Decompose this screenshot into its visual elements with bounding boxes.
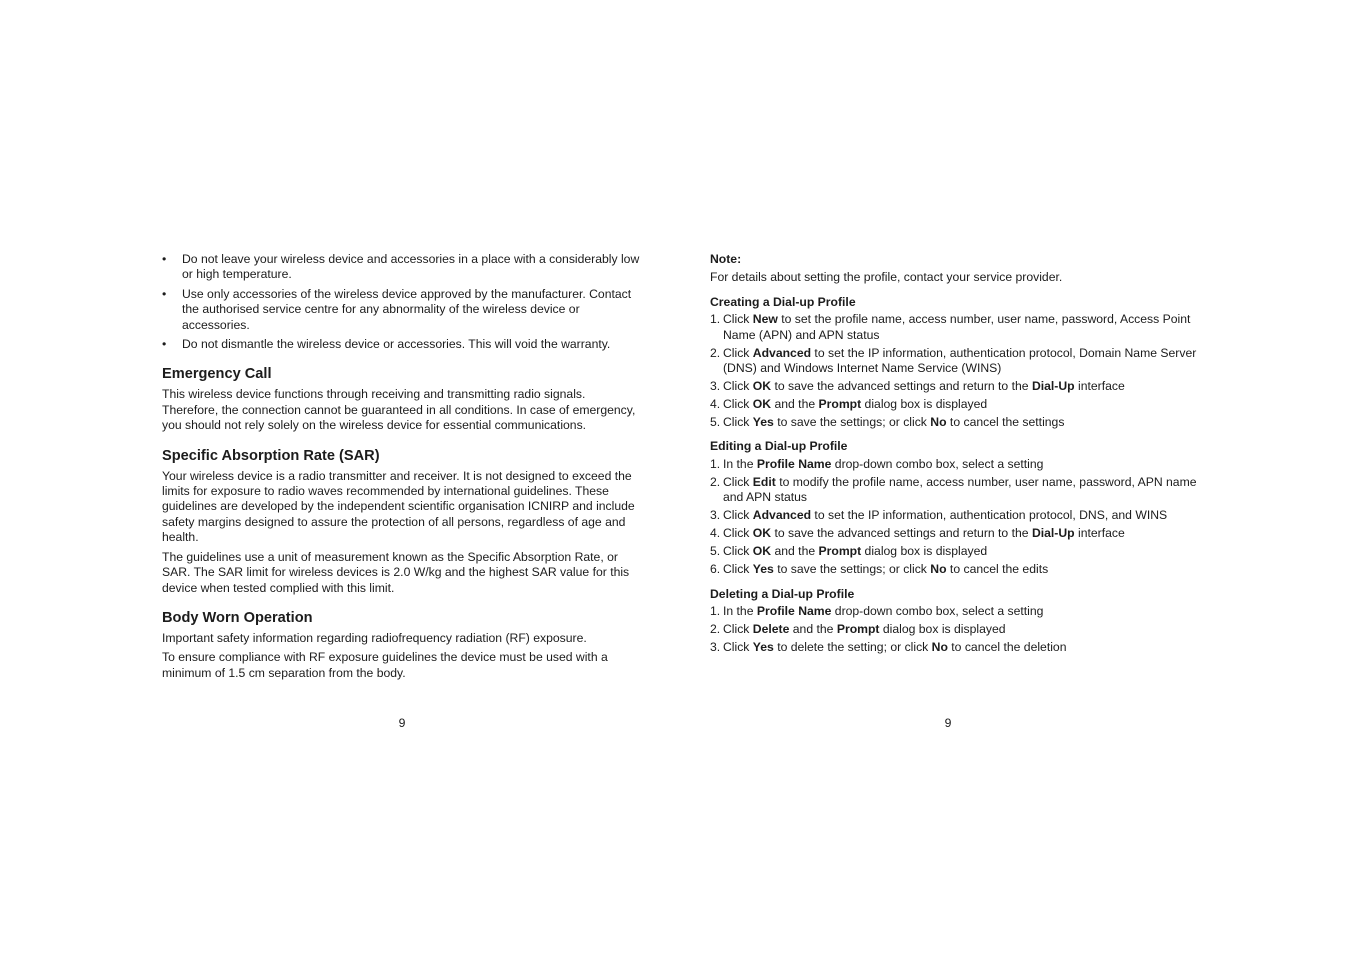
step-text	[723, 544, 987, 558]
text-run: to save the settings; or click	[773, 562, 931, 577]
safety-bullet-list	[162, 252, 642, 352]
ui-term: Yes	[752, 415, 774, 430]
step-number: 2.	[710, 474, 721, 489]
section-paragraph: To ensure compliance with RF exposure guidelines the device must be used with a minimum of 1.5 cm separation from the body.	[162, 650, 608, 680]
ui-term: OK	[752, 379, 772, 394]
step-text	[723, 604, 1043, 618]
text-run: to set the IP information, authentication protocol, DNS, and WINS	[811, 508, 1168, 523]
text-run: interface	[1074, 526, 1125, 541]
bullet-text	[182, 287, 631, 332]
section-paragraph: The guidelines use a unit of measurement known as the Specific Absorption Rate, or SAR. The SAR limit for wireless devices is 2.0 W/kg and the highest SAR value for this device when tested complied with this limit.	[162, 549, 630, 595]
section-paragraph: Important safety information regarding radiofrequency radiation (RF) exposure.	[162, 630, 587, 645]
ui-term: Advanced	[752, 508, 812, 523]
text-run: Click	[723, 508, 753, 523]
ui-term: Delete	[752, 622, 790, 637]
text-run: Click	[723, 415, 753, 430]
text-run: Click	[723, 526, 753, 541]
text-run: Use only accessories of the wireless device approved by the manufacturer. Contact the authorised service centre for any abnormality of the wireless device or accessories.	[182, 286, 632, 332]
ui-term: No	[931, 640, 948, 655]
step-number: 1.	[710, 456, 721, 471]
step-number: 1.	[710, 312, 721, 327]
procedure-step	[710, 526, 1200, 541]
text-run: and the	[789, 622, 837, 637]
right-sections	[710, 295, 1200, 656]
text-run: to delete the setting; or click	[773, 640, 932, 655]
ui-term: OK	[752, 544, 772, 559]
section-heading: Body Worn Operation	[162, 609, 313, 626]
text-run: dialog box is displayed	[879, 622, 1006, 637]
left-page	[162, 252, 642, 685]
procedure-step	[710, 346, 1200, 377]
section-paragraph: Your wireless device is a radio transmitter and receiver. It is not designed to exceed the limits for exposure to radio waves recommended by international guidelines. These guidelines are developed by the independent scientific organisation ICNIRP and include safety margins designed to assure the protection of all persons, regardless of age and health.	[162, 468, 635, 545]
text-run: drop-down combo box, select a setting	[831, 456, 1044, 471]
section-heading: Specific Absorption Rate (SAR)	[162, 447, 380, 464]
left-sections	[162, 365, 642, 681]
step-number: 1.	[710, 604, 721, 619]
ui-term: Prompt	[836, 622, 880, 637]
ui-term: Prompt	[818, 544, 862, 559]
text-run: Click	[723, 312, 753, 327]
step-text	[723, 415, 1064, 429]
step-text	[723, 312, 1190, 341]
ui-term: New	[752, 312, 778, 327]
ui-term: Profile Name	[756, 604, 832, 619]
text-run: In the	[723, 456, 757, 471]
text-run: drop-down combo box, select a setting	[831, 604, 1044, 619]
text-run: dialog box is displayed	[861, 397, 988, 412]
step-text	[723, 379, 1125, 393]
bullet-text	[182, 252, 639, 281]
bullet-dot-icon: •	[162, 286, 167, 301]
ui-term: Dial-Up	[1031, 526, 1075, 541]
bullet-item	[162, 252, 642, 283]
right-page	[710, 252, 1200, 658]
text-run: and the	[771, 397, 819, 412]
procedure-step	[710, 312, 1200, 343]
procedure-step	[710, 562, 1200, 577]
procedure-steps	[710, 604, 1200, 655]
procedure-heading: Deleting a Dial-up Profile	[710, 586, 855, 601]
step-text	[723, 562, 1048, 576]
text-run: dialog box is displayed	[861, 544, 988, 559]
step-text	[723, 475, 1197, 504]
left-page-number: 9	[398, 716, 406, 730]
procedure-step	[710, 415, 1200, 430]
right-page-number: 9	[944, 716, 952, 730]
text-run: to cancel the deletion	[947, 640, 1067, 655]
procedure-step	[710, 544, 1200, 559]
note-title: Note:	[710, 252, 742, 266]
text-run: Click	[723, 622, 753, 637]
bullet-text	[182, 337, 610, 351]
text-run: to save the advanced settings and return to the	[771, 379, 1032, 394]
bullet-dot-icon: •	[162, 337, 167, 352]
text-run: Click	[723, 379, 753, 394]
text-run: Do not dismantle the wireless device or accessories. This will void the warranty.	[182, 337, 611, 352]
procedure-step	[710, 397, 1200, 412]
procedure-step	[710, 640, 1200, 655]
text-run: to set the profile name, access number, user name, password, Access Point Name (APN) and APN status	[723, 312, 1191, 342]
ui-term: No	[930, 562, 947, 577]
ui-term: Edit	[752, 474, 776, 489]
procedure-heading: Editing a Dial-up Profile	[710, 439, 848, 454]
text-run: and the	[771, 544, 819, 559]
note-text: For details about setting the profile, contact your service provider.	[710, 270, 1063, 285]
step-text	[723, 457, 1043, 471]
text-run: to cancel the edits	[946, 562, 1049, 577]
bullet-item	[162, 337, 642, 352]
step-number: 3.	[710, 508, 721, 523]
section-paragraph: This wireless device functions through receiving and transmitting radio signals. Therefore, the connection cannot be guaranteed in all conditions. In case of emergency, you should not rely solely on the wireless device for essential communications.	[162, 387, 636, 433]
step-text	[723, 508, 1167, 522]
step-text	[723, 397, 987, 411]
section-heading: Emergency Call	[162, 366, 272, 383]
step-text	[723, 526, 1125, 540]
step-text	[723, 346, 1196, 375]
step-number: 3.	[710, 379, 721, 394]
text-run: Click	[723, 345, 753, 360]
text-run: to set the IP information, authentication protocol, Domain Name Server (DNS) and Windows Internet Name Service (WINS)	[723, 345, 1197, 376]
step-number: 5.	[710, 544, 721, 559]
procedure-steps	[710, 312, 1200, 430]
procedure-steps	[710, 457, 1200, 578]
procedure-heading: Creating a Dial-up Profile	[710, 294, 856, 309]
text-run: interface	[1074, 379, 1125, 394]
text-run: to modify the profile name, access number, user name, password, APN name and APN status	[723, 474, 1197, 505]
procedure-step	[710, 457, 1200, 472]
text-run: Do not leave your wireless device and accessories in a place with a considerably low or high temperature.	[182, 252, 640, 282]
text-run: Click	[723, 474, 753, 489]
bullet-dot-icon: •	[162, 252, 167, 266]
text-run: to cancel the settings	[946, 415, 1065, 430]
procedure-step	[710, 622, 1200, 637]
step-number: 2.	[710, 622, 721, 637]
text-run: In the	[723, 604, 757, 619]
text-run: Click	[723, 544, 753, 559]
procedure-step	[710, 508, 1200, 523]
text-run: Click	[723, 397, 753, 412]
procedure-step	[710, 475, 1200, 506]
ui-term: Advanced	[752, 345, 812, 360]
procedure-step	[710, 604, 1200, 619]
text-run: to save the settings; or click	[773, 415, 931, 430]
text-run: Click	[723, 562, 753, 577]
step-number: 4.	[710, 397, 721, 412]
text-run: to save the advanced settings and return to the	[771, 526, 1032, 541]
ui-term: Prompt	[818, 397, 862, 412]
ui-term: OK	[752, 526, 772, 541]
step-number: 4.	[710, 526, 721, 541]
step-number: 2.	[710, 345, 721, 360]
procedure-step	[710, 379, 1200, 394]
ui-term: Yes	[752, 562, 774, 577]
step-text	[723, 622, 1006, 636]
step-number: 3.	[710, 640, 721, 655]
ui-term: Profile Name	[756, 456, 832, 471]
step-number: 6.	[710, 562, 721, 577]
bullet-item	[162, 287, 642, 333]
ui-term: No	[930, 415, 947, 430]
step-number: 5.	[710, 415, 721, 430]
ui-term: OK	[752, 397, 772, 412]
ui-term: Dial-Up	[1031, 379, 1075, 394]
text-run: Click	[723, 640, 753, 655]
step-text	[723, 640, 1066, 654]
ui-term: Yes	[752, 640, 774, 655]
